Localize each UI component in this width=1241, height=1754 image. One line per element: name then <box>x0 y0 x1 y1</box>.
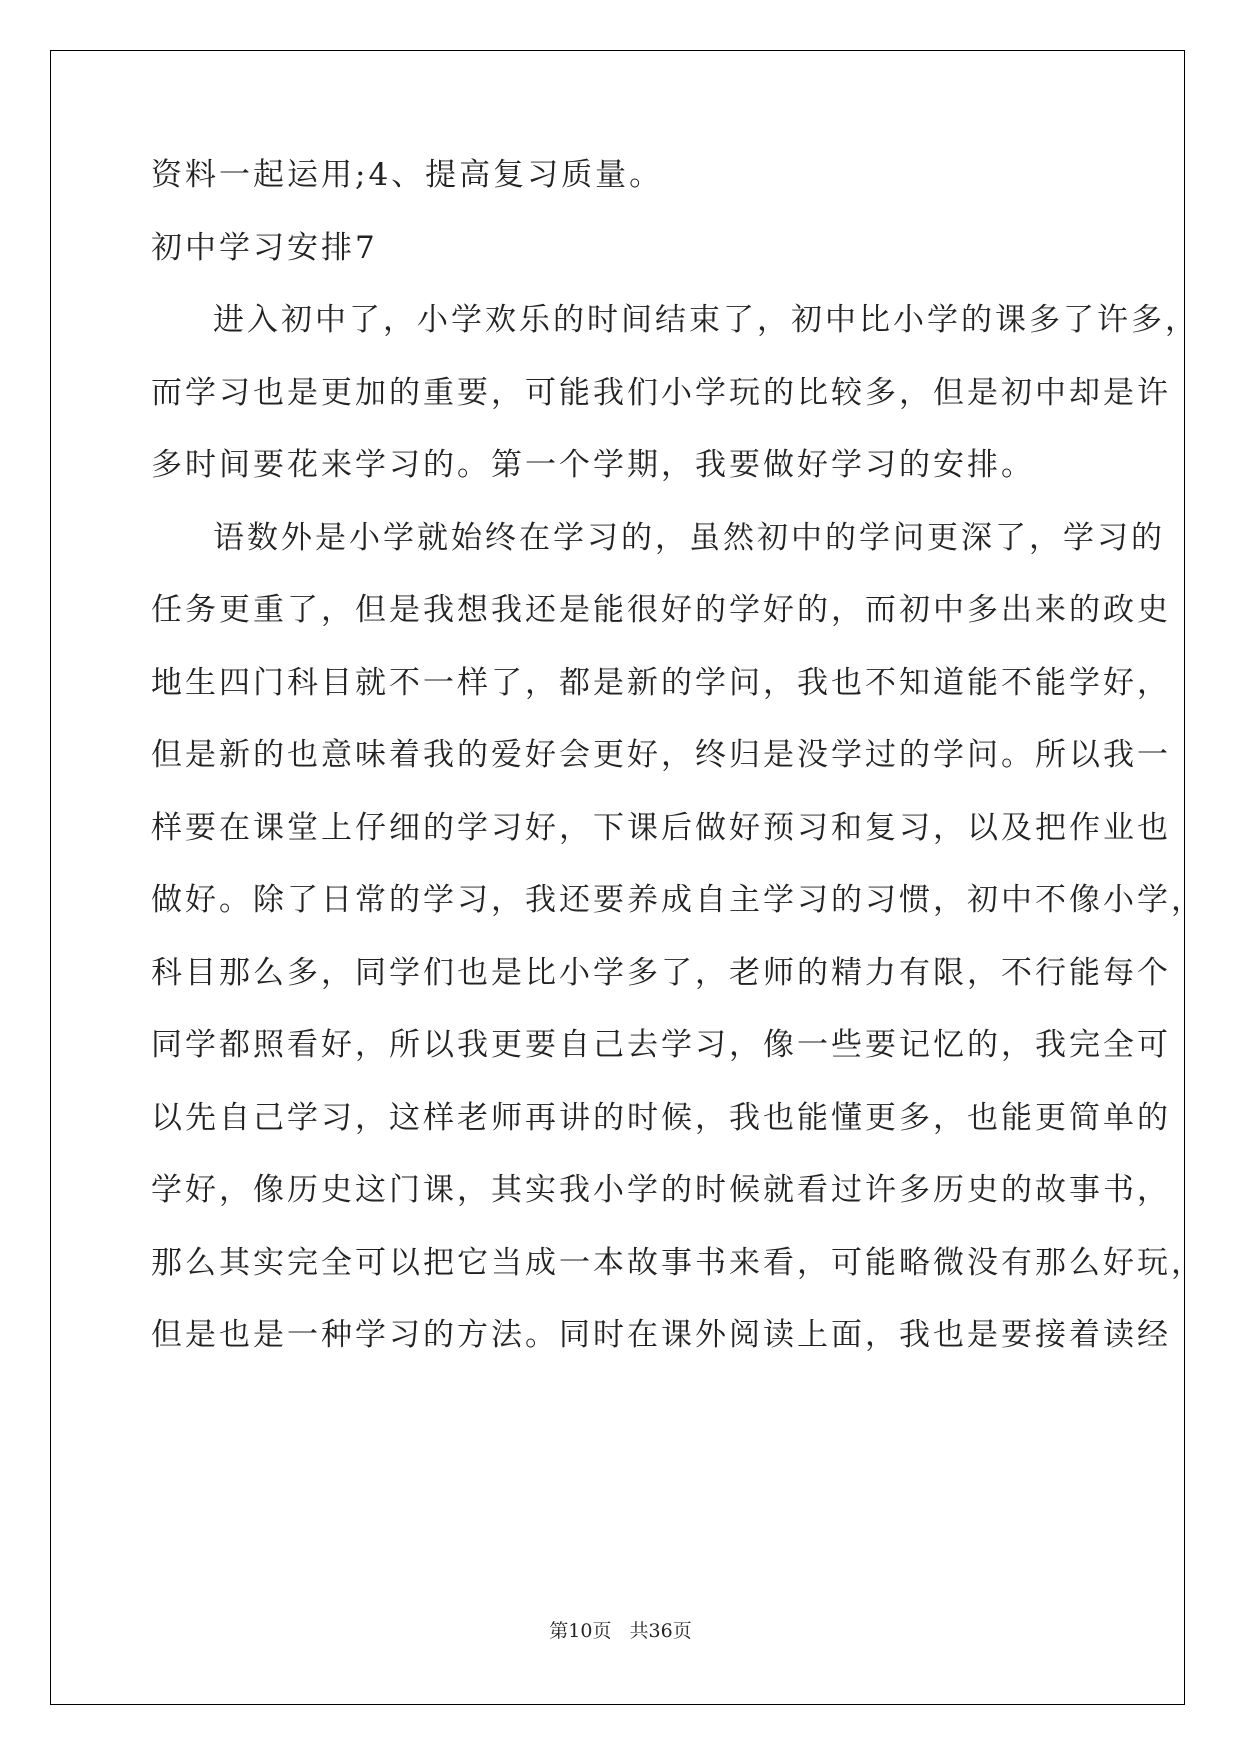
text-line: 进入初中了，小学欢乐的时间结束了，初中比小学的课多了许多， <box>213 302 1199 338</box>
page-total: 共36页 <box>629 1620 692 1642</box>
text-line: 但是新的也意味着我的爱好会更好，终归是没学过的学问。所以我一 <box>151 737 1171 773</box>
text-line: 以先自己学习，这样老师再讲的时候，我也能懂更多，也能更简单的 <box>151 1100 1171 1136</box>
page-border <box>50 50 1185 1705</box>
text-line: 地生四门科目就不一样了，都是新的学问，我也不知道能不能学好， <box>151 665 1171 701</box>
text-line: 但是也是一种学习的方法。同时在课外阅读上面，我也是要接着读经 <box>151 1317 1171 1353</box>
text-line: 做好。除了日常的学习，我还要养成自主学习的习惯，初中不像小学， <box>151 882 1205 918</box>
text-line: 而学习也是更加的重要，可能我们小学玩的比较多，但是初中却是许 <box>151 375 1171 411</box>
text-line: 资料一起运用;4、提高复习质量。 <box>151 157 664 193</box>
page-number: 第10页 <box>549 1620 612 1642</box>
text-line: 那么其实完全可以把它当成一本故事书来看，可能略微没有那么好玩， <box>151 1245 1205 1281</box>
text-line: 学好，像历史这门课，其实我小学的时候就看过许多历史的故事书， <box>151 1172 1171 1208</box>
section-heading: 初中学习安排7 <box>151 230 378 266</box>
text-line: 语数外是小学就始终在学习的，虽然初中的学问更深了，学习的 <box>213 520 1165 556</box>
text-line: 科目那么多，同学们也是比小学多了，老师的精力有限，不行能每个 <box>151 955 1171 991</box>
page-footer <box>0 1616 1241 1643</box>
text-line: 多时间要花来学习的。第一个学期，我要做好学习的安排。 <box>151 447 1035 483</box>
text-line: 同学都照看好，所以我更要自己去学习，像一些要记忆的，我完全可 <box>151 1027 1171 1063</box>
text-line: 样要在课堂上仔细的学习好，下课后做好预习和复习，以及把作业也 <box>151 810 1171 846</box>
text-line: 任务更重了，但是我想我还是能很好的学好的，而初中多出来的政史 <box>151 592 1171 628</box>
